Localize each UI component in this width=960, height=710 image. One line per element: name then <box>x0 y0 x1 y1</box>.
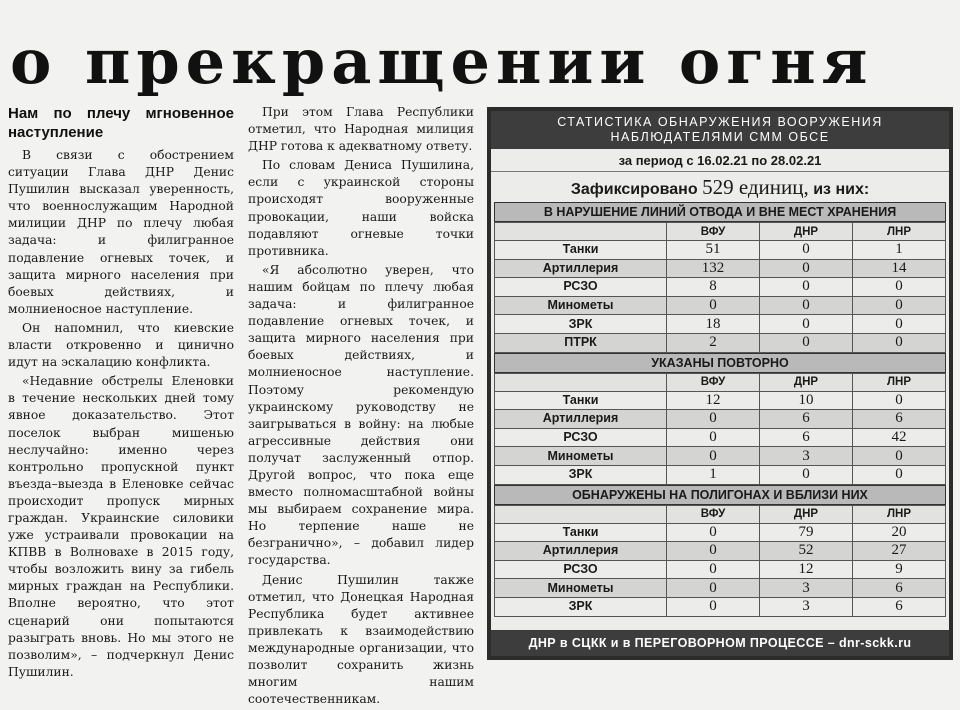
table-row <box>495 296 946 315</box>
paragraph: При этом Глава Республики отметил, что Народная милиция ДНР готова к адекватному ответу. <box>248 105 474 154</box>
count-cell: 18 <box>667 315 760 334</box>
header-cell: ЛНР <box>853 373 946 391</box>
table-header-row <box>495 373 946 391</box>
table-row <box>495 597 946 616</box>
paragraph: «Я абсолютно уверен, что нашим бойцам по плечу любая задача: и филигранное подавление огневых точек, и защита мирного населения при боевых действиях, и молниеносное наступление. Поэтому рекомендую украинскому руководству не заигрываться в войну: на любые агрессивные действия они получат заслуженный отпор. Другой вопрос, что пока еще вместо полномасштабной войны мы выбираем сохранение мира. Но терпение наше не безгранично», – добавил лидер государства. <box>248 262 474 568</box>
header-cell: ЛНР <box>853 505 946 523</box>
total-suffix: из них: <box>813 181 870 198</box>
article-column-1 <box>8 104 234 683</box>
table-row <box>495 447 946 466</box>
count-cell: 0 <box>760 465 853 484</box>
weapon-type-cell: ПТРК <box>495 333 667 352</box>
count-cell: 0 <box>760 315 853 334</box>
count-cell: 0 <box>667 542 760 561</box>
header-cell: ДНР <box>760 223 853 241</box>
header-cell-empty <box>495 373 667 391</box>
count-cell: 12 <box>667 391 760 410</box>
table-row <box>495 560 946 579</box>
count-cell: 0 <box>667 523 760 542</box>
count-cell: 8 <box>667 278 760 297</box>
table-row <box>495 465 946 484</box>
table-row <box>495 542 946 561</box>
count-cell: 132 <box>667 259 760 278</box>
header-cell: ДНР <box>760 373 853 391</box>
count-cell: 0 <box>853 315 946 334</box>
count-cell: 12 <box>760 560 853 579</box>
count-cell: 3 <box>760 447 853 466</box>
count-cell: 6 <box>853 597 946 616</box>
table-row <box>495 523 946 542</box>
weapon-type-cell: Артиллерия <box>495 410 667 429</box>
count-cell: 0 <box>667 579 760 598</box>
count-cell: 0 <box>853 447 946 466</box>
weapon-type-cell: ЗРК <box>495 597 667 616</box>
statistics-title-line-1: СТАТИСТИКА ОБНАРУЖЕНИЯ ВООРУЖЕНИЯ <box>557 115 883 129</box>
count-cell: 3 <box>760 579 853 598</box>
total-number: 529 единиц, <box>702 175 809 199</box>
headline: о прекращении огня <box>10 25 874 98</box>
count-cell: 0 <box>667 296 760 315</box>
count-cell: 52 <box>760 542 853 561</box>
count-cell: 0 <box>667 597 760 616</box>
count-cell: 3 <box>760 597 853 616</box>
article-column-2 <box>248 104 474 710</box>
count-cell: 6 <box>760 428 853 447</box>
weapon-type-cell: Танки <box>495 241 667 260</box>
count-cell: 51 <box>667 241 760 260</box>
count-cell: 0 <box>760 241 853 260</box>
weapon-type-cell: Минометы <box>495 447 667 466</box>
weapon-type-cell: Артиллерия <box>495 542 667 561</box>
count-cell: 6 <box>853 579 946 598</box>
header-cell: ЛНР <box>853 223 946 241</box>
statistics-total <box>491 172 949 202</box>
count-cell: 0 <box>853 296 946 315</box>
table-row <box>495 278 946 297</box>
statistics-footer: ДНР в СЦКК и в ПЕРЕГОВОРНОМ ПРОЦЕССЕ – dnr-sckk.ru <box>491 630 949 656</box>
statistics-table <box>494 505 946 617</box>
statistics-table <box>494 222 946 353</box>
paragraph: Он напомнил, что киевские власти откровенно и цинично идут на эскалацию конфликта. <box>8 320 234 370</box>
count-cell: 1 <box>853 241 946 260</box>
table-row <box>495 410 946 429</box>
statistics-box <box>487 107 953 660</box>
total-prefix: Зафиксировано <box>570 181 698 198</box>
count-cell: 2 <box>667 333 760 352</box>
count-cell: 1 <box>667 465 760 484</box>
table-header-row <box>495 505 946 523</box>
header-cell: ДНР <box>760 505 853 523</box>
header-cell: ВФУ <box>667 505 760 523</box>
section-title: УКАЗАНЫ ПОВТОРНО <box>494 353 946 373</box>
count-cell: 0 <box>760 259 853 278</box>
count-cell: 0 <box>760 278 853 297</box>
header-cell-empty <box>495 505 667 523</box>
statistics-period: за период с 16.02.21 по 28.02.21 <box>491 149 949 172</box>
count-cell: 0 <box>853 391 946 410</box>
section-title: ОБНАРУЖЕНЫ НА ПОЛИГОНАХ И ВБЛИЗИ НИХ <box>494 485 946 505</box>
paragraph: Денис Пушилин также отметил, что Донецкая Народная Республика будет активнее привлекать к взаимодействию международные организации, что позволит сохранить жизнь многим нашим соотечественникам. <box>248 572 474 707</box>
count-cell: 9 <box>853 560 946 579</box>
weapon-type-cell: Минометы <box>495 296 667 315</box>
table-row <box>495 259 946 278</box>
count-cell: 20 <box>853 523 946 542</box>
statistics-title <box>491 111 949 149</box>
count-cell: 0 <box>853 333 946 352</box>
count-cell: 10 <box>760 391 853 410</box>
count-cell: 0 <box>853 278 946 297</box>
paragraph: По словам Дениса Пушилина, если с украинской стороны происходят вооруженные провокации, наши войска подавляют огневые точки противника. <box>248 158 474 258</box>
count-cell: 27 <box>853 542 946 561</box>
weapon-type-cell: РСЗО <box>495 560 667 579</box>
count-cell: 0 <box>667 560 760 579</box>
table-row <box>495 315 946 334</box>
statistics-table <box>494 373 946 485</box>
weapon-type-cell: ЗРК <box>495 465 667 484</box>
count-cell: 6 <box>760 410 853 429</box>
weapon-type-cell: Танки <box>495 523 667 542</box>
count-cell: 0 <box>667 447 760 466</box>
count-cell: 0 <box>667 428 760 447</box>
count-cell: 42 <box>853 428 946 447</box>
weapon-type-cell: Танки <box>495 391 667 410</box>
statistics-title-line-2: НАБЛЮДАТЕЛЯМИ СММ ОБСЕ <box>610 130 830 144</box>
weapon-type-cell: РСЗО <box>495 278 667 297</box>
weapon-type-cell: Артиллерия <box>495 259 667 278</box>
table-row <box>495 579 946 598</box>
count-cell: 0 <box>667 410 760 429</box>
header-cell-empty <box>495 223 667 241</box>
header-cell: ВФУ <box>667 373 760 391</box>
weapon-type-cell: ЗРК <box>495 315 667 334</box>
count-cell: 0 <box>853 465 946 484</box>
article-subheading: Нам по плечу мгновенное наступление <box>8 105 234 141</box>
count-cell: 0 <box>760 296 853 315</box>
count-cell: 6 <box>853 410 946 429</box>
paragraph: В связи с обострением ситуации Глава ДНР Денис Пушилин высказал уверенность, что военнослужащим Народной милиции ДНР по плечу любая задача: и филигранное подавление огневых точек, и защита мирного населения при боевых действиях, и молниеносное наступление. <box>8 148 234 316</box>
paragraph: «Недавние обстрелы Еленовки в течение нескольких дней тому явное доказательство. Этот поселок выбран мишенью неслучайно: именно через контрольно пропускной пункт въезда–выезда в Еленовке сейчас происходит пропуск мирных граждан. Украинские силовики уже устраивали провокации на КПВВ в Волновахе в 2015 году, чтобы возложить вину за гибель мирных граждан на Республики. Вполне вероятно, что этот сценарий они попытаются разыграть вновь. Но мы этого не позволим», – подчеркнул Денис Пушилин. <box>8 374 234 679</box>
table-row <box>495 391 946 410</box>
count-cell: 14 <box>853 259 946 278</box>
table-row <box>495 333 946 352</box>
table-row <box>495 428 946 447</box>
header-cell: ВФУ <box>667 223 760 241</box>
weapon-type-cell: РСЗО <box>495 428 667 447</box>
section-title: В НАРУШЕНИЕ ЛИНИЙ ОТВОДА И ВНЕ МЕСТ ХРАНЕНИЯ <box>494 202 946 222</box>
count-cell: 0 <box>760 333 853 352</box>
statistics-sections <box>491 202 949 617</box>
table-header-row <box>495 223 946 241</box>
weapon-type-cell: Минометы <box>495 579 667 598</box>
table-row <box>495 241 946 260</box>
count-cell: 79 <box>760 523 853 542</box>
